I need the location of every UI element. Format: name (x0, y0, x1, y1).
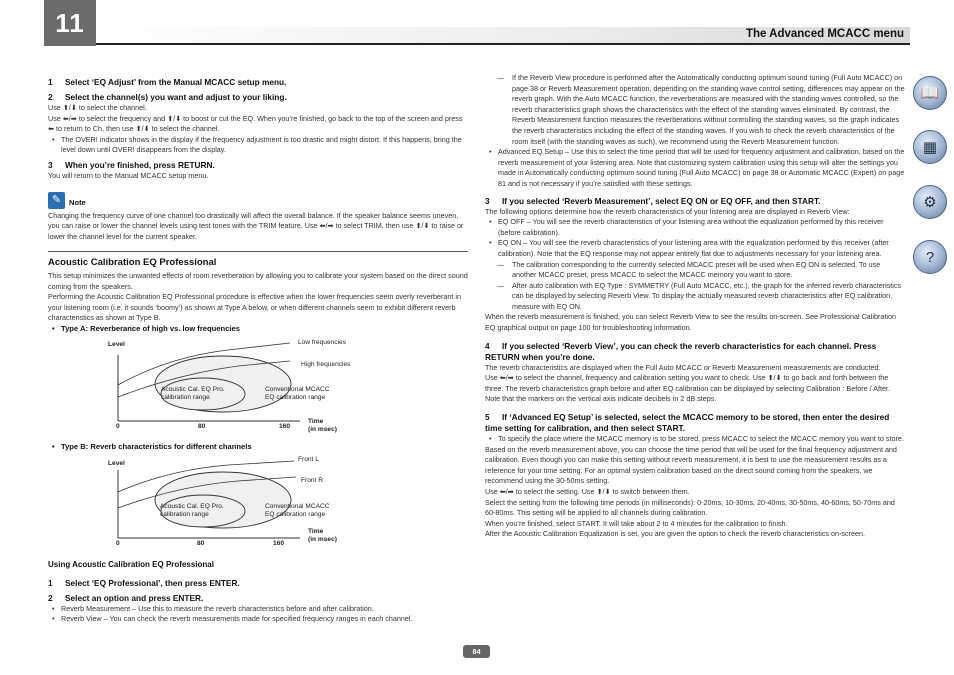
eq-on-dash-1: — The calibration corresponding to the currently selected MCACC preset will be used when EQ ON is selected. To use another MCACC preset, press MCACC to select the MCACC memory you want to store. (485, 260, 906, 281)
chart-a-ylabel: Level (108, 340, 125, 348)
chart-a-high-label: High frequencies (301, 360, 351, 368)
reverb-view-item: • Reverb View – You can check the reverb measurements made for specified frequency ranges in each channel. (48, 614, 468, 625)
chart-b-ell1: Acoustic Cal. EQ Pro. calibration range (160, 503, 224, 519)
section-paragraph-2: Performing the Acoustic Calibration EQ Professional procedure is effective when the lower frequencies seem overly reverberant in your listening room (i.e. it sounds ‘boomy’) as shown at Type A below, or when different channels seem to exhibit different reverb characteristics as shown at Type B. (48, 292, 461, 323)
eq-on-dash-2: — After auto calibration with EQ Type : SYMMETRY (Full Auto MCACC, etc.), the graph for the inferred reverb characteristics can be displayed by selecting Reverb View. To display the actually measured reverb characteristics after EQ calibration, measure with EQ ON. (485, 281, 906, 313)
chart-a-low-label: Low frequencies (298, 338, 347, 346)
page-number: 84 (463, 645, 490, 658)
type-a-label: • Type A: Reverberance of high vs. low frequencies (48, 324, 468, 335)
section-divider (48, 251, 468, 252)
step-2: 2 Select the channel(s) you want and adjust to your liking. (48, 92, 287, 102)
right-step-5-p5: After the Acoustic Calibration Equalization is set, you are given the option to check the reverb characteristics on-screen. (485, 529, 865, 539)
page-title: The Advanced MCACC menu (745, 28, 904, 40)
settings-icon[interactable]: ⚙ (913, 185, 947, 219)
chart-b-ell2: Conventional MCACC EQ calibration range (265, 503, 330, 519)
right-step-3-text: The following options determine how the reverb characteristics of your listening area are displayed in Reverb View: (485, 206, 850, 216)
chart-a-tick-0: 0 (116, 422, 120, 430)
chart-a-xlabel: Time (308, 417, 324, 425)
right-step-5-p4: When you’re finished, select START. It will take about 2 to 4 minutes for the calibration to finish. (485, 518, 788, 528)
right-step-3: 3 If you selected ‘Reverb Measurement’, select EQ ON or EQ OFF, and then START. (485, 195, 821, 206)
eq-off-item: • EQ OFF – You will see the reverb characteristics of your listening area without the equalization performed by this receiver (before calibration). (485, 217, 906, 238)
advanced-eq-setup-item: • Advanced EQ Setup – Use this to select the time period that will be used for frequency adjustment and calibration, based on the reverb measurement of your listening area. Note that customizing system calibration using this setup will alter the settings you made in Automatically conducting optimum sound tuning (Full Auto MCACC) on page 38 or Automatic MCACC (Expert) on page 81 and is not necessary if you’re satisfied with these settings. (485, 147, 906, 189)
right-step-5-p1: Based on the reverb measurement above, you can choose the time period that will be used for the final frequency adjustment and calibration. Even though you can make this setting without reverb measurement, it is best to use the measurement results as a reference for your time setting. For an optimal system calibration based on the direct sound coming from the speakers, we recommend using the 30-50ms setting. (485, 444, 897, 486)
chapter-number: 11 (44, 0, 96, 46)
reverb-view-note: — If the Reverb View procedure is performed after the Automatically conducting optimum sound tuning (Full Auto MCACC) on page 38 or Reverb Measurement operation, depending on the standing wave control setting, differences may appear on the reverb graph. With the Auto MCACC function, the reverberations are measured with the standing waves controlled, so the reverb characteristics graph shows the characteristics with the effect of the standing waves eliminated. By contrast, the Reverb Measurement function measures the reverberations without controlling the standing waves, so the graph indicates the reverb characteristics including the effect of the standing waves. If you wish to check the reverb characteristics of the room itself (with the standing waves as such), we recommend using the Reverb Measurement function. (485, 73, 906, 147)
step-3-text: You will return to the Manual MCACC setup menu. (48, 170, 209, 180)
chart-a-ell2: Conventional MCACC EQ calibration range (265, 385, 330, 401)
chart-b-ylabel: Level (108, 460, 125, 468)
step-2-bullet: • The OVER! indicator shows in the display if the frequency adjustment is too drastic and might distort. If this happens, bring the level down until OVER! disappears from the display. (48, 135, 468, 156)
chart-a-tick-160: 160 (279, 422, 291, 430)
remote-icon[interactable]: ▦ (913, 130, 947, 164)
chart-b-tick-160: 160 (273, 540, 285, 548)
right-column (485, 73, 906, 540)
type-b-label: • Type B: Reverb characteristics for different channels (48, 442, 468, 453)
chart-b-tick-0: 0 (116, 540, 120, 548)
reverb-measurement-item: • Reverb Measurement – Use this to measure the reverb characteristics before and after calibration. (48, 604, 468, 615)
chart-type-a (48, 338, 351, 433)
note-pencil-icon: ✎ (48, 192, 65, 209)
step-3: 3 When you’re finished, press RETURN. (48, 159, 215, 170)
book-icon[interactable]: 📖 (913, 76, 947, 110)
faq-icon[interactable]: ? (913, 240, 947, 274)
chart-type-b (48, 456, 348, 549)
using-step-2: 2 Select an option and press ENTER. (48, 592, 204, 603)
chart-a-xunit: (in msec) (308, 425, 337, 433)
chart-b-xunit: (in msec) (308, 536, 337, 544)
chart-a-tick-80: 80 (198, 422, 206, 430)
note-heading (48, 192, 468, 209)
right-step-5-p2: Use ⬅/➡ to select the setting. Use ⬆/⬇ to switch between them. (485, 487, 690, 496)
header-bar (96, 27, 910, 45)
chart-b-front-l-label: Front L (298, 456, 319, 464)
right-step-5: 5 If ‘Advanced EQ Setup’ is selected, select the MCACC memory to be stored, then enter the desired time setting for calibration, and then select START. (485, 412, 890, 434)
note-text: Changing the frequency curve of one channel too drastically will affect the overall balance. If the speaker balance seems uneven, you can raise or lower the channel levels using test tones with the TRIM feature. Use ⬅/➡ to select TRIM, then use ⬆/⬇ to raise or lower the channel level for the current speaker. (48, 210, 464, 241)
chart-a-ell1: Acoustic Cal. EQ Pro. calibration range (161, 385, 225, 401)
right-step-4: 4 If you selected ‘Reverb View’, you can check the reverb characteristics for each channel. Press RETURN when you’re done. (485, 340, 877, 362)
eq-on-item: • EQ ON – You will see the reverb characteristics of your listening area with the equalization performed by this receiver (after calibration). Note that the EQ response may not appear entirely flat due to adjustments necessary for your listening area. (485, 238, 906, 259)
note-label: Note (69, 197, 86, 207)
using-title: Using Acoustic Calibration EQ Professional (48, 560, 214, 570)
chart-b-tick-80: 80 (197, 540, 205, 548)
step-1: 1 Select ‘EQ Adjust’ from the Manual MCACC setup menu. (48, 77, 287, 87)
chart-b-xlabel: Time (308, 528, 324, 536)
right-step-5-bullet: • To specify the place where the MCACC memory is to be stored, press MCACC to select the MCACC memory you want to store. (485, 434, 906, 445)
right-step-4-text-b: Use ⬅/➡ to select the channel, frequency and calibration setting you want to check. Use ⬆/⬇ to go back and forth between the three. The reverb characteristics graph before and after EQ calibration can be displayed by selecting Calibration : Before / After. Note that the markers on the vertical axis indicate decibels in 2 dB steps. (485, 373, 890, 404)
section-title: Acoustic Calibration EQ Professional (48, 257, 217, 269)
step-2-text-b: Use ⬅/➡ to select the frequency and ⬆/⬇ to boost or cut the EQ. When you’re finished, go back to the top of the screen and press ⬅ to return to Ch, then use ⬆/⬇ to select the channel. (48, 113, 463, 134)
step-2-text-a: Use ⬆/⬇ to select the channel. (48, 103, 147, 112)
right-step-3-footer: When the reverb measurement is finished, you can select Reverb View to see the results on-screen. See Professional Calibration EQ graphical output on page 100 for troubleshooting information. (485, 312, 896, 333)
using-step-1: 1 Select ‘EQ Professional’, then press ENTER. (48, 577, 240, 588)
right-step-4-text-a: The reverb characteristics are displayed when the Full Auto MCACC or Reverb Measurement measurements are conducted. (485, 362, 881, 372)
section-paragraph-1: This setup minimizes the unwanted effects of room reverberation by allowing you to calibrate your system based on the direct sound coming from the speakers. (48, 270, 468, 291)
chart-b-front-r-label: Front R (301, 477, 323, 485)
right-step-5-p3: Select the setting from the following time periods (in milliseconds): 0-20ms, 10-30ms, 20-40ms, 30-50ms, 40-60ms, 50-70ms and 60-80ms. This setting will be applied to all channels during calibration. (485, 497, 895, 518)
left-column (48, 73, 468, 625)
